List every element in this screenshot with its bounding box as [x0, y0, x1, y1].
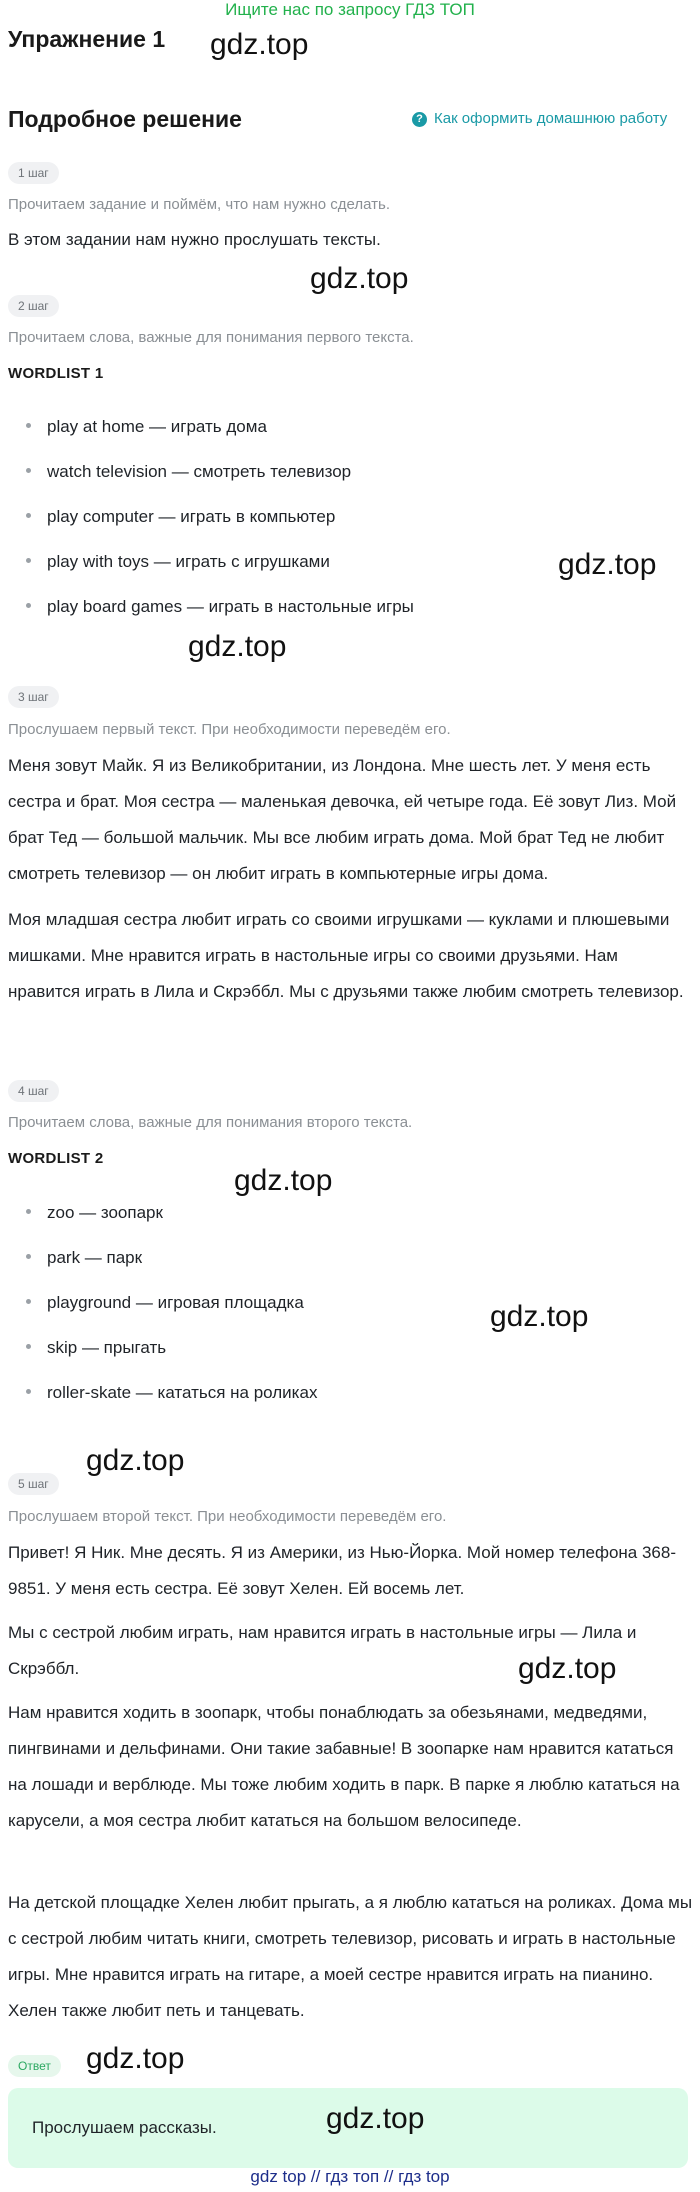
bullet-icon: [26, 1389, 31, 1394]
text2-paragraph: Привет! Я Ник. Мне десять. Я из Америки, из Нью-Йорка. Мой номер телефона 368-9851. У меня есть сестра. Её зовут Хелен. Ей восемь лет.: [8, 1543, 676, 1598]
bullet-icon: [26, 558, 31, 563]
exercise-title: Упражнение 1: [8, 26, 166, 52]
list-item: play with toys — играть с игрушками: [26, 552, 330, 572]
list-item: skip — прыгать: [26, 1338, 166, 1358]
step-chip: 5 шаг: [8, 1473, 59, 1495]
watermark: gdz.top: [490, 1300, 589, 1333]
list-item: playground — игровая площадка: [26, 1293, 304, 1313]
section-title: Подробное решение: [8, 106, 242, 132]
step-subtitle: Прочитаем задание и поймём, что нам нужно сделать.: [8, 196, 391, 213]
step-chip: 3 шаг: [8, 686, 59, 708]
bullet-icon: [26, 1344, 31, 1349]
bottom-watermark: gdz top // гдз топ // гдз top: [250, 2167, 450, 2186]
step-chip: 4 шаг: [8, 1080, 59, 1102]
step-subtitle: Прочитаем слова, важные для понимания первого текста.: [8, 329, 414, 346]
step-subtitle: Прослушаем второй текст. При необходимости переведём его.: [8, 1508, 447, 1525]
text2-paragraph: На детской площадке Хелен любит прыгать, а я люблю кататься на роликах. Дома мы с сестрой любим читать книги, смотреть телевизор, рисовать и играть в настольные игры. Мне нравится играть на гитаре, а моей сестре нравится играть на пианино. Хелен также любит петь и танцевать.: [8, 1893, 693, 2020]
list-item: watch television — смотреть телевизор: [26, 462, 351, 482]
watermark: gdz.top: [326, 2102, 425, 2135]
watermark: gdz.top: [310, 262, 409, 295]
step-subtitle: Прослушаем первый текст. При необходимости переведём его.: [8, 721, 451, 738]
help-link[interactable]: [412, 110, 667, 127]
list-item: play computer — играть в компьютер: [26, 507, 335, 527]
help-icon: ?: [412, 112, 427, 127]
watermark: gdz.top: [188, 630, 287, 663]
answer-text: Прослушаем рассказы.: [32, 2118, 217, 2137]
text2-paragraph: Мы с сестрой любим играть, нам нравится играть в настольные игры — Лила и Скрэббл.: [8, 1623, 637, 1678]
answer-label: Ответ: [8, 2055, 61, 2077]
list-item: play at home — играть дома: [26, 417, 267, 437]
text1-paragraph: Меня зовут Майк. Я из Великобритании, из Лондона. Мне шесть лет. У меня есть сестра и брат. Моя сестра — маленькая девочка, ей четыре года. Её зовут Лиз. Мой брат Тед — большой мальчик. Мы все любим играть дома. Мой брат Тед не любит смотреть телевизор — он любит играть в компьютерные игры дома.: [8, 756, 677, 883]
step1-text: В этом задании нам нужно прослушать тексты.: [8, 230, 381, 249]
help-link-label: Как оформить домашнюю работу: [434, 110, 668, 127]
bullet-icon: [26, 1209, 31, 1214]
step-chip: 1 шаг: [8, 162, 59, 184]
bullet-icon: [26, 468, 31, 473]
list-item: park — парк: [26, 1248, 142, 1268]
text1-paragraph: Моя младшая сестра любит играть со своими игрушками — куклами и плюшевыми мишками. Мне нравится играть в настольные игры со своими друзьями. Нам нравится играть в Лила и Скрэббл. Мы с друзьями также любим смотреть телевизор.: [8, 910, 684, 1001]
watermark: gdz.top: [210, 28, 309, 61]
watermark: gdz.top: [86, 1444, 185, 1477]
bullet-icon: [26, 1299, 31, 1304]
bullet-icon: [26, 513, 31, 518]
bullet-icon: [26, 1254, 31, 1259]
bullet-icon: [26, 603, 31, 608]
list-item: roller-skate — кататься на роликах: [26, 1383, 317, 1403]
wordlist-title: WORDLIST 1: [8, 365, 104, 382]
watermark: gdz.top: [518, 1652, 617, 1685]
promo-banner[interactable]: Ищите нас по запросу ГДЗ ТОП: [225, 0, 475, 19]
watermark: gdz.top: [86, 2042, 185, 2075]
watermark: gdz.top: [558, 548, 657, 581]
wordlist-title: WORDLIST 2: [8, 1150, 104, 1167]
text2-paragraph: Нам нравится ходить в зоопарк, чтобы понаблюдать за обезьянами, медведями, пингвинами и дельфинами. Они такие забавные! В зоопарке нам нравится кататься на лошади и верблюде. Мы тоже любим ходить в парк. В парке я люблю кататься на карусели, а моя сестра любит кататься на большом велосипеде.: [8, 1703, 680, 1830]
step-chip: 2 шаг: [8, 295, 59, 317]
list-item: zoo — зоопарк: [26, 1203, 163, 1223]
list-item: play board games — играть в настольные игры: [26, 597, 414, 617]
bullet-icon: [26, 423, 31, 428]
watermark: gdz.top: [234, 1164, 333, 1197]
step-subtitle: Прочитаем слова, важные для понимания второго текста.: [8, 1114, 413, 1131]
